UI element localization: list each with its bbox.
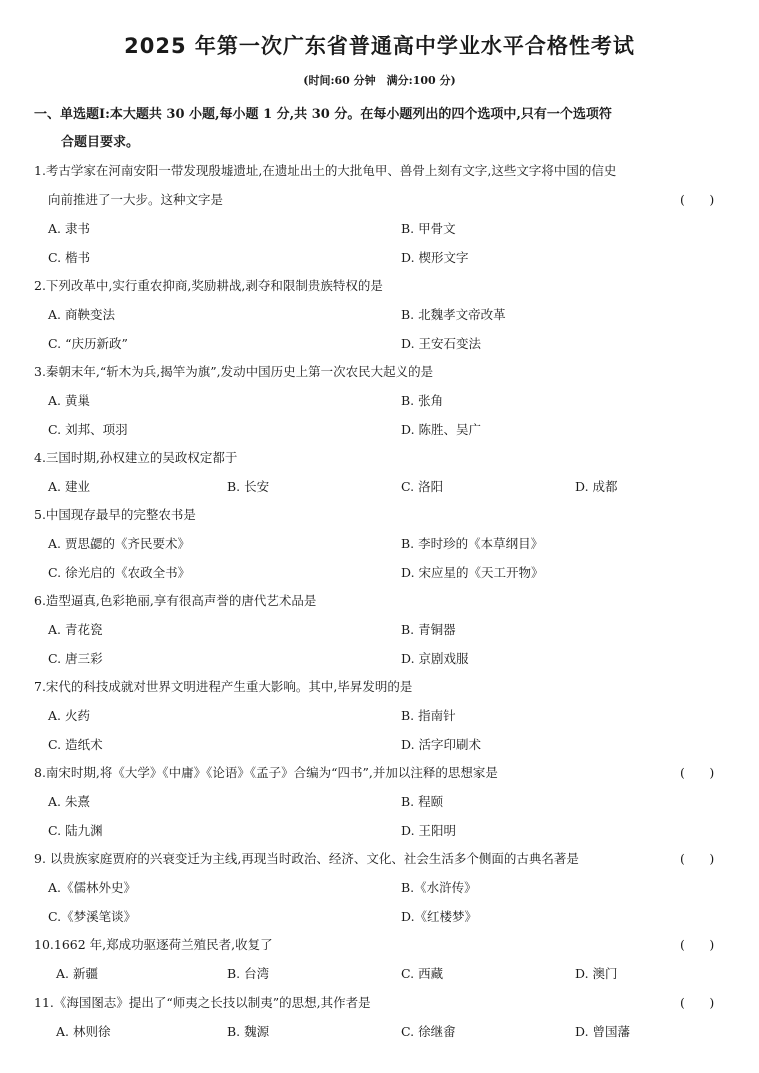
option-a[interactable]: A.《儒林外史》 [48,880,137,895]
option-a[interactable]: A. 黄巢 [48,393,90,408]
question-stem: 1.考古学家在河南安阳一带发现殷墟遗址,在遗址出土的大批龟甲、兽骨上刻有文字,这些文字将中国的信史 [34,163,617,178]
answer-parentheses: ( ) [680,765,721,780]
option-b[interactable]: B. 李时珍的《本草纲目》 [401,536,544,551]
option-a[interactable]: A. 建业 [48,479,90,494]
question-stem: 11.《海国图志》提出了“师夷之长技以制夷”的思想,其作者是 [34,995,371,1010]
option-b[interactable]: B. 魏源 [227,1024,270,1039]
option-c[interactable]: C. 刘邦、项羽 [48,422,128,437]
option-d[interactable]: D. 陈胜、吴广 [401,422,482,437]
question-stem: 8.南宋时期,将《大学》《中庸》《论语》《孟子》合编为“四书”,并加以注释的思想家是 [34,765,498,780]
option-a[interactable]: A. 朱熹 [48,794,90,809]
option-a[interactable]: A. 林则徐 [56,1024,111,1039]
option-d[interactable]: D. 王阳明 [401,823,457,838]
option-b[interactable]: B. 甲骨文 [401,221,456,236]
option-a[interactable]: A. 青花瓷 [48,622,103,637]
answer-parentheses: ( ) [680,937,721,952]
question-stem-continued: 向前推进了一大步。这种文字是 [48,192,224,207]
option-a[interactable]: A. 火药 [48,708,90,723]
option-c[interactable]: C. 徐光启的《农政全书》 [48,565,191,580]
option-c[interactable]: C. 楷书 [48,250,91,265]
option-b[interactable]: B. 长安 [227,479,270,494]
option-b[interactable]: B. 台湾 [227,966,270,981]
option-d[interactable]: D. 活字印刷术 [401,737,482,752]
option-a[interactable]: A. 新疆 [56,966,98,981]
question-stem: 9. 以贵族家庭贾府的兴衰变迁为主线,再现当时政治、经济、文化、社会生活多个侧面的古典名著是 [34,851,579,866]
option-b[interactable]: B. 张角 [401,393,444,408]
answer-parentheses: ( ) [680,995,721,1010]
question-stem: 3.秦朝末年,“斩木为兵,揭竿为旗”,发动中国历史上第一次农民大起义的是 [34,364,434,379]
answer-parentheses: ( ) [680,192,721,207]
question-stem: 5.中国现存最早的完整农书是 [34,507,196,522]
section-instructions [34,101,724,157]
question-stem: 4.三国时期,孙权建立的吴政权定都于 [34,450,238,465]
question-stem: 6.造型逼真,色彩艳丽,享有很高声誉的唐代艺术品是 [34,593,317,608]
exam-title: 2025 年第一次广东省普通高中学业水平合格性考试 [124,34,635,58]
option-a[interactable]: A. 贾思勰的《齐民要术》 [48,536,190,551]
question-stem: 7.宋代的科技成就对世界文明进程产生重大影响。其中,毕昇发明的是 [34,679,413,694]
option-c[interactable]: C. “庆历新政” [48,336,128,351]
question-stem: 10.1662 年,郑成功驱逐荷兰殖民者,收复了 [34,937,273,952]
option-d[interactable]: D. 楔形文字 [401,250,469,265]
exam-subtitle: (时间:60 分钟 满分:100 分) [303,74,456,87]
question-stem: 2.下列改革中,实行重农抑商,奖励耕战,剥夺和限制贵族特权的是 [34,278,383,293]
section-line-2: 合题目要求。 [61,135,140,150]
option-d[interactable]: D. 宋应星的《天工开物》 [401,565,544,580]
option-b[interactable]: B. 指南针 [401,708,456,723]
option-d[interactable]: D. 京剧戏服 [401,651,469,666]
option-b[interactable]: B.《水浒传》 [401,880,477,895]
section-line-1: 一、单选题Ⅰ:本大题共 30 小题,每小题 1 分,共 30 分。在每小题列出的四个选项中,只有一个选项符 [34,107,612,122]
option-c[interactable]: C. 洛阳 [401,479,444,494]
option-b[interactable]: B. 程颐 [401,794,444,809]
option-c[interactable]: C. 造纸术 [48,737,103,752]
option-c[interactable]: C.《梦溪笔谈》 [48,909,137,924]
option-d[interactable]: D. 成都 [575,479,618,494]
option-c[interactable]: C. 唐三彩 [48,651,103,666]
answer-parentheses: ( ) [680,851,721,866]
option-b[interactable]: B. 青铜器 [401,622,456,637]
option-d[interactable]: D. 曾国藩 [575,1024,631,1039]
option-d[interactable]: D.《红楼梦》 [401,909,478,924]
option-a[interactable]: A. 商鞅变法 [48,307,115,322]
option-c[interactable]: C. 徐继畬 [401,1024,456,1039]
option-c[interactable]: C. 陆九渊 [48,823,103,838]
option-d[interactable]: D. 澳门 [575,966,618,981]
option-b[interactable]: B. 北魏孝文帝改革 [401,307,506,322]
option-c[interactable]: C. 西藏 [401,966,444,981]
option-a[interactable]: A. 隶书 [48,221,90,236]
option-d[interactable]: D. 王安石变法 [401,336,482,351]
